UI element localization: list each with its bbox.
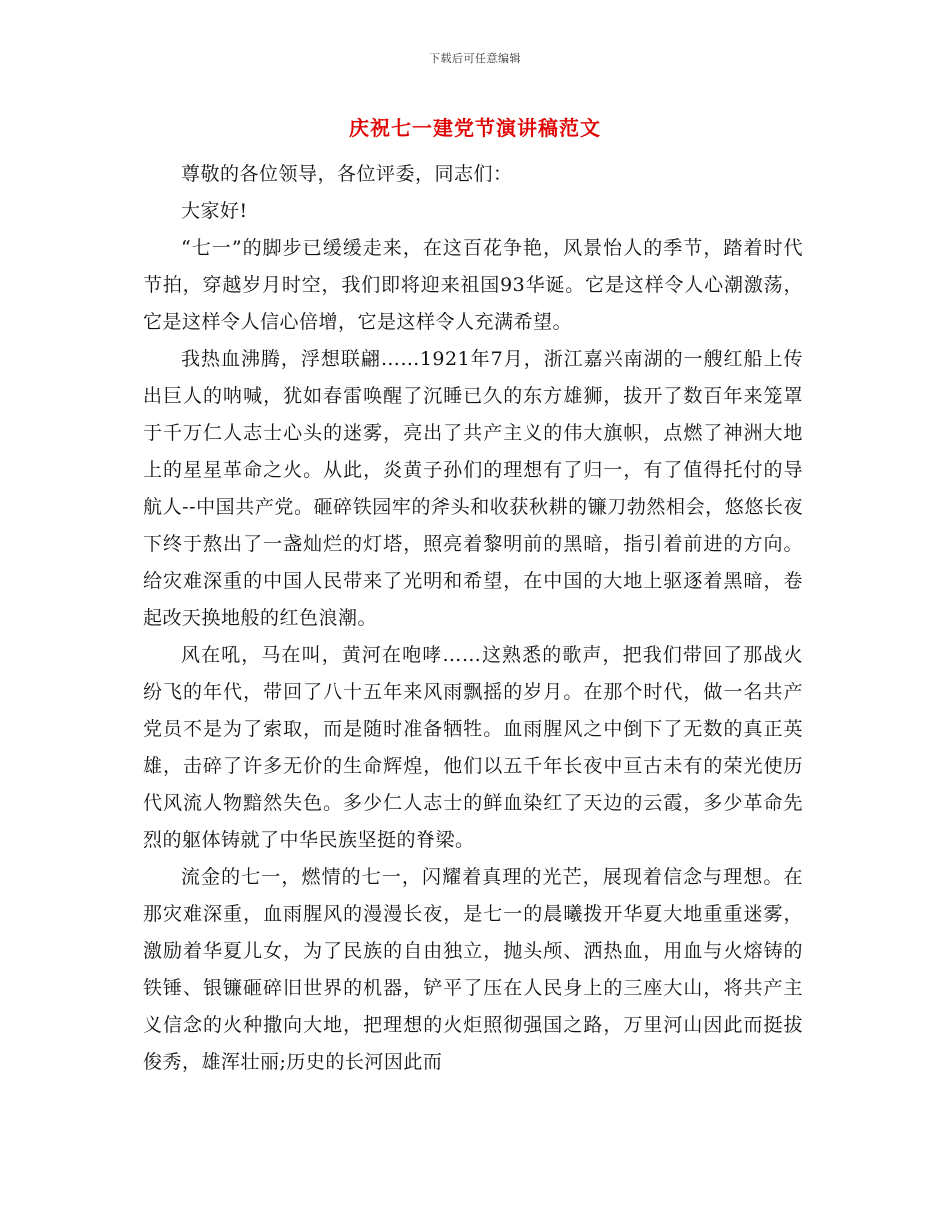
paragraph: 我热血沸腾，浮想联翩……1921年7月，浙江嘉兴南湖的一艘红船上传出巨人的呐喊，犹如春雷唤醒了沉睡已久的东方雄狮，拔开了数百年来笼罩于千万仁人志士心头的迷雾，亮出了共产主义的伟大旗帜，点燃了神洲大地上的星星革命之火。从此，炎黄子孙们的理想有了归一，有了值得托付的导航人--中国共产党。砸碎铁园牢的斧头和收获秋耕的镰刀勃然相会，悠悠长夜下终于熬出了一盏灿烂的灯塔，照亮着黎明前的黑暗，指引着前进的方向。给灾难深重的中国人民带来了光明和希望，在中国的大地上驱逐着黑暗，卷起改天换地般的红色浪潮。	[143, 348, 803, 629]
paragraph-hello: 大家好!	[181, 200, 248, 222]
document-body	[143, 156, 803, 1081]
paragraph: 流金的七一，燃情的七一，闪耀着真理的光芒，展现着信念与理想。在那灾难深重，血雨腥风的漫漫长夜，是七一的晨曦拨开华夏大地重重迷雾，激励着华夏儿女，为了民族的自由独立，抛头颅、洒热血，用血与火熔铸的铁锤、银镰砸碎旧世界的机器，铲平了压在人民身上的三座大山，将共产主义信念的火种撒向大地，把理想的火炬照彻强国之路，万里河山因此而挺拔俊秀，雄浑壮丽;历史的长河因此而	[143, 866, 803, 1073]
paragraph-greeting: 尊敬的各位领导，各位评委，同志们：	[181, 163, 513, 185]
paragraph: 风在吼，马在叫，黄河在咆哮……这熟悉的歌声，把我们带回了那战火纷飞的年代，带回了八十五年来风雨飘摇的岁月。在那个时代，做一名共产党员不是为了索取，而是随时准备牺牲。血雨腥风之中倒下了无数的真正英雄，击碎了许多无价的生命辉煌，他们以五千年长夜中亘古未有的荣光使历代风流人物黯然失色。多少仁人志士的鲜血染红了天边的云霞，多少革命先烈的躯体铸就了中华民族坚挺的脊梁。	[143, 644, 803, 851]
paragraph: “七一”的脚步已缓缓走来，在这百花争艳，风景怡人的季节，踏着时代节拍，穿越岁月时空，我们即将迎来祖国93华诞。它是这样令人心潮激荡，它是这样令人信心倍增，它是这样令人充满希望。	[143, 237, 803, 333]
document-title: 庆祝七一建党节演讲稿范文	[349, 116, 601, 140]
page-header: 下载后可任意编辑	[429, 52, 521, 65]
